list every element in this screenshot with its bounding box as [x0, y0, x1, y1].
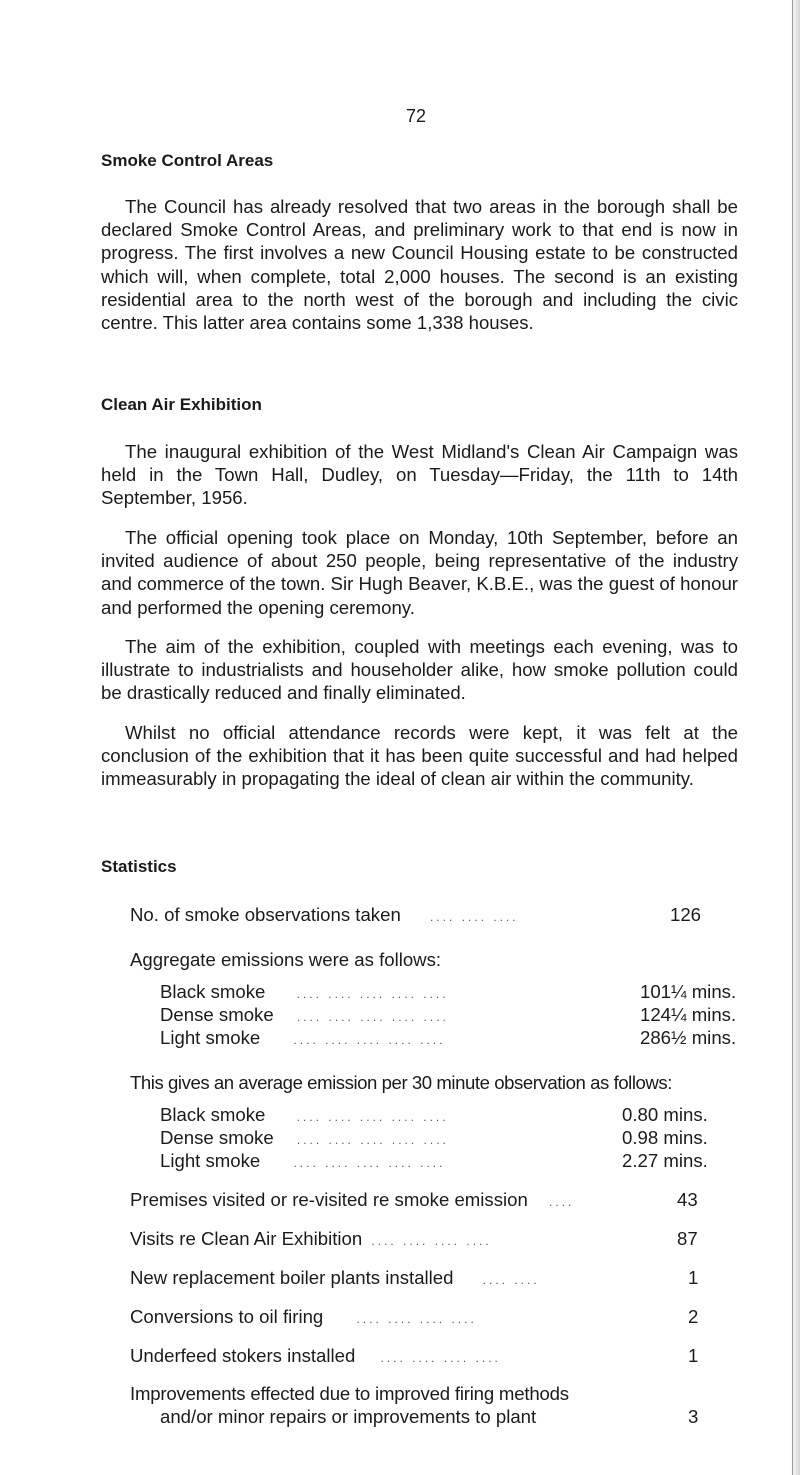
dot-leader: .... .... .... ....: [371, 1234, 492, 1248]
average-intro-text: This gives an average emission per 30 minute observation as follows:: [130, 1072, 672, 1093]
stat-row-observations: [130, 903, 519, 929]
improvements-line-1: [130, 1382, 569, 1405]
count-row: [130, 1188, 574, 1214]
count-row: [130, 1227, 492, 1253]
count-value: 87: [677, 1228, 698, 1249]
dot-leader: .... .... .... ....: [380, 1351, 501, 1365]
heading-statistics: Statistics: [101, 857, 177, 876]
count-label: New replacement boiler plants installed: [130, 1267, 454, 1288]
count-value: 43: [677, 1189, 698, 1210]
dot-leader: .... .... ....: [429, 910, 519, 924]
paragraph-exhibition-3: The aim of the exhibition, coupled with meetings each evening, was to illustrate to industrialists and householder alike, how smoke pollution could be drastically reduced and finally eliminated.: [101, 636, 738, 704]
dot-leader: .... .... .... .... ....: [296, 1133, 449, 1147]
dot-leader: .... ....: [482, 1273, 540, 1287]
aggregate-intro-text: Aggregate emissions were as follows:: [130, 949, 442, 970]
count-row: [130, 1305, 477, 1331]
count-label: Conversions to oil firing: [130, 1306, 324, 1327]
page-number: 72: [405, 106, 427, 126]
aggregate-value: 124¼ mins.: [640, 1004, 737, 1025]
improvements-line-2: [160, 1405, 536, 1428]
count-row: [130, 1266, 540, 1292]
dot-leader: ....: [549, 1195, 575, 1209]
dot-leader: .... .... .... .... ....: [296, 1110, 449, 1124]
improvements-value: 3: [688, 1406, 699, 1427]
heading-clean-air-exhibition: Clean Air Exhibition: [101, 395, 262, 414]
average-value: 0.80 mins.: [622, 1104, 708, 1125]
aggregate-row: [160, 1026, 445, 1052]
aggregate-label: Dense smoke: [160, 1004, 274, 1025]
average-label: Light smoke: [160, 1150, 261, 1171]
average-intro: [130, 1071, 672, 1094]
dot-leader: .... .... .... .... ....: [293, 1033, 446, 1047]
stat-value: 126: [670, 904, 702, 925]
paragraph-smoke-control: The Council has already resolved that two areas in the borough shall be declared Smoke Control Areas, and preliminary work to that end is now in progress. The first involves a new Council Housing estate to be constructed which will, when complete, total 2,000 houses. The second is an existing residential area to the north west of the borough and including the civic centre. This latter area contains some 1,338 houses.: [101, 196, 738, 334]
count-label: Visits re Clean Air Exhibition: [130, 1228, 363, 1249]
page-edge-line: [792, 0, 793, 1475]
improvements-label-1: Improvements effected due to improved firing methods: [130, 1383, 569, 1404]
paragraph-exhibition-1: The inaugural exhibition of the West Midland's Clean Air Campaign was held in the Town Hall, Dudley, on Tuesday—Friday, the 11th to 14th September, 1956.: [101, 441, 738, 509]
dot-leader: .... .... .... .... ....: [296, 987, 449, 1001]
improvements-label-2: and/or minor repairs or improvements to plant: [160, 1406, 537, 1427]
count-value: 1: [688, 1267, 699, 1288]
heading-smoke-control-areas: Smoke Control Areas: [101, 151, 274, 170]
dot-leader: .... .... .... ....: [356, 1312, 477, 1326]
stat-label: No. of smoke observations taken: [130, 904, 401, 925]
aggregate-value: 101¼ mins.: [640, 981, 737, 1002]
dot-leader: .... .... .... .... ....: [296, 1010, 449, 1024]
paragraph-exhibition-4: Whilst no official attendance records were kept, it was felt at the conclusion of the exhibition that it has been quite successful and had helped immeasurably in propagating the ideal of clean air within the community.: [101, 722, 738, 790]
count-label: Underfeed stokers installed: [130, 1345, 356, 1366]
count-label: Premises visited or re-visited re smoke emission: [130, 1189, 528, 1210]
aggregate-value: 286½ mins.: [640, 1027, 737, 1048]
count-value: 2: [688, 1306, 699, 1327]
average-value: 0.98 mins.: [622, 1127, 708, 1148]
aggregate-label: Black smoke: [160, 981, 266, 1002]
average-label: Black smoke: [160, 1104, 266, 1125]
average-value: 2.27 mins.: [622, 1150, 708, 1171]
average-label: Dense smoke: [160, 1127, 274, 1148]
count-row: [130, 1344, 501, 1370]
aggregate-label: Light smoke: [160, 1027, 261, 1048]
dot-leader: .... .... .... .... ....: [293, 1156, 446, 1170]
paragraph-exhibition-2: The official opening took place on Monday, 10th September, before an invited audience of about 250 people, being representative of the industry and commerce of the town. Sir Hugh Beaver, K.B.E., was the guest of honour and performed the opening ceremony.: [101, 527, 738, 618]
average-row: [160, 1149, 445, 1175]
aggregate-intro: [130, 948, 441, 971]
count-value: 1: [688, 1345, 699, 1366]
